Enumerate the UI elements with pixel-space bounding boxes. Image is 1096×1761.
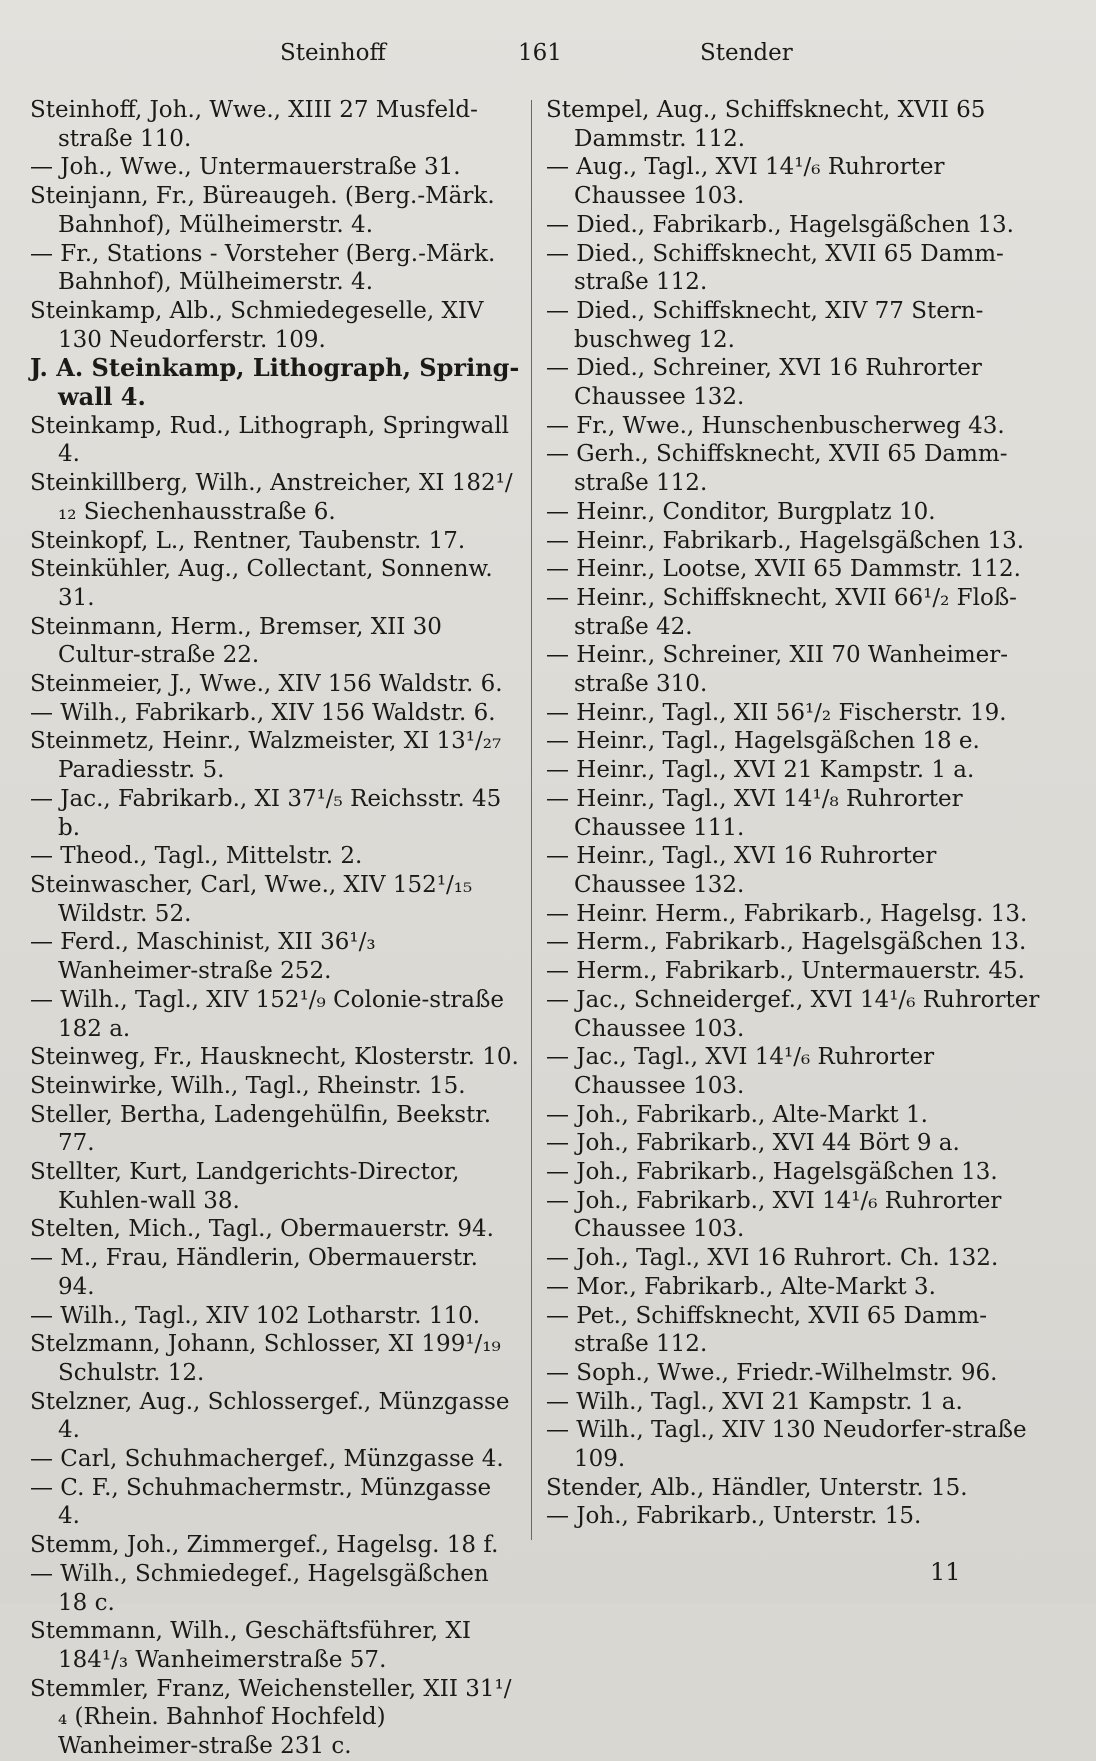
- list-item: Steinkamp, Rud., Lithograph, Springwall 4.: [30, 412, 509, 468]
- list-item: — Gerh., Schiffsknecht, XVII 65 Damm-straße 112.: [546, 441, 1008, 497]
- page-number: 161: [518, 40, 562, 66]
- list-item: Steinmann, Herm., Bremser, XII 30 Cultur-straße 22.: [30, 613, 442, 669]
- list-item: Steller, Bertha, Ladengehülfin, Beekstr. 77.: [30, 1101, 492, 1157]
- list-item: Steinkopf, L., Rentner, Taubenstr. 17.: [30, 527, 466, 554]
- list-item: Steinwascher, Carl, Wwe., XIV 152¹/₁₅ Wildstr. 52.: [30, 871, 473, 927]
- list-item: — Wilh., Tagl., XIV 130 Neudorfer-straße 109.: [546, 1417, 1027, 1473]
- list-item: — Heinr., Fabrikarb., Hagelsgäßchen 13.: [546, 527, 1025, 554]
- list-item: — Fr., Wwe., Hunschenbuscherweg 43.: [546, 412, 1005, 439]
- header-first-name: Steinhoff: [280, 40, 386, 66]
- list-item: — Heinr., Schiffsknecht, XVII 66¹/₂ Floß-straße 42.: [546, 584, 1017, 640]
- list-item: — Jac., Fabrikarb., XI 37¹/₅ Reichsstr. 45 b.: [30, 785, 502, 841]
- list-item: — Carl, Schuhmachergef., Münzgasse 4.: [30, 1446, 504, 1473]
- list-item: Stender, Alb., Händler, Unterstr. 15.: [546, 1474, 968, 1501]
- list-item: — Heinr., Tagl., Hagelsgäßchen 18 e.: [546, 728, 980, 755]
- list-item: — Wilh., Fabrikarb., XIV 156 Waldstr. 6.: [30, 699, 496, 726]
- list-item: — Soph., Wwe., Friedr.-Wilhelmstr. 96.: [546, 1359, 998, 1386]
- list-item: Steinkillberg, Wilh., Anstreicher, XI 182¹/₁₂ Siechenhausstraße 6.: [30, 470, 513, 525]
- list-item: — Heinr., Tagl., XVI 16 Ruhrorter Chaussee 132.: [546, 843, 937, 898]
- list-item: — Joh., Fabrikarb., Unterstr. 15.: [546, 1503, 922, 1530]
- list-item: Stelzmann, Johann, Schlosser, XI 199¹/₁₉ Schulstr. 12.: [30, 1331, 501, 1386]
- list-item: — Aug., Tagl., XVI 14¹/₆ Ruhrorter Chaussee 103.: [546, 154, 945, 210]
- list-item: — Joh., Fabrikarb., Alte-Markt 1.: [546, 1101, 928, 1128]
- list-item: — Heinr., Tagl., XVI 21 Kampstr. 1 a.: [546, 757, 975, 784]
- left-column: [30, 96, 520, 1761]
- list-item: — Died., Schiffsknecht, XIV 77 Stern-buschweg 12.: [546, 297, 984, 353]
- list-item: — Herm., Fabrikarb., Hagelsgäßchen 13.: [546, 929, 1027, 956]
- list-item: Steinmeier, J., Wwe., XIV 156 Waldstr. 6.: [30, 671, 503, 698]
- list-item-advertisement: J. A. Steinkamp, Lithograph, Spring-wall 4.: [30, 353, 520, 412]
- list-item: — Theod., Tagl., Mittelstr. 2.: [30, 843, 363, 870]
- list-item: — Pet., Schiffsknecht, XVII 65 Damm-straße 112.: [546, 1302, 987, 1358]
- list-item: — Wilh., Tagl., XVI 21 Kampstr. 1 a.: [546, 1388, 963, 1415]
- list-item: — Wilh., Tagl., XIV 152¹/₉ Colonie-straße 182 a.: [30, 986, 504, 1042]
- list-item: — Died., Schiffsknecht, XVII 65 Damm-straße 112.: [546, 240, 1004, 296]
- list-item: — Joh., Fabrikarb., XVI 14¹/₆ Ruhrorter Chaussee 103.: [546, 1187, 1002, 1243]
- list-item: — Joh., Tagl., XVI 16 Ruhrort. Ch. 132.: [546, 1245, 999, 1272]
- running-header: [0, 40, 1096, 80]
- list-item: Stempel, Aug., Schiffsknecht, XVII 65 Dammstr. 112.: [546, 97, 986, 152]
- signature-mark: 11: [930, 1558, 961, 1586]
- list-item: — Wilh., Schmiedegef., Hagelsgäßchen 18 c.: [30, 1560, 489, 1616]
- list-item: — Heinr., Conditor, Burgplatz 10.: [546, 498, 936, 525]
- list-item: — Joh., Fabrikarb., XVI 44 Bört 9 a.: [546, 1130, 960, 1157]
- list-item: Stemm, Joh., Zimmergef., Hagelsg. 18 f.: [30, 1532, 499, 1559]
- right-column: [546, 96, 1046, 1531]
- list-item: Steinwirke, Wilh., Tagl., Rheinstr. 15.: [30, 1072, 466, 1099]
- list-item: Steinweg, Fr., Hausknecht, Klosterstr. 10.: [30, 1044, 519, 1071]
- list-item: — Heinr., Lootse, XVII 65 Dammstr. 112.: [546, 556, 1021, 583]
- list-item: Stelten, Mich., Tagl., Obermauerstr. 94.: [30, 1216, 494, 1243]
- list-item: — Heinr., Tagl., XII 56¹/₂ Fischerstr. 19.: [546, 699, 1007, 726]
- list-item: — M., Frau, Händlerin, Obermauerstr. 94.: [30, 1245, 478, 1300]
- list-item: — Fr., Stations - Vorsteher (Berg.-Märk. Bahnhof), Mülheimerstr. 4.: [30, 240, 496, 296]
- list-item: — Herm., Fabrikarb., Untermauerstr. 45.: [546, 958, 1025, 985]
- list-item: Steinmetz, Heinr., Walzmeister, XI 13¹/₂₇ Paradiesstr. 5.: [30, 728, 502, 784]
- list-item: Steinjann, Fr., Büreaugeh. (Berg.-Märk. Bahnhof), Mülheimerstr. 4.: [30, 183, 495, 238]
- list-item: Stelzner, Aug., Schlossergef., Münzgasse 4.: [30, 1388, 510, 1444]
- header-last-name: Stender: [700, 40, 793, 66]
- list-item: Stemmler, Franz, Weichensteller, XII 31¹/₄ (Rhein. Bahnhof Hochfeld) Wanheimer-straße 231 c.: [30, 1675, 512, 1760]
- list-item: Stemmann, Wilh., Geschäftsführer, XI 184¹/₃ Wanheimerstraße 57.: [30, 1618, 471, 1673]
- list-item: — Heinr., Schreiner, XII 70 Wanheimer-straße 310.: [546, 642, 1009, 698]
- list-item: — Jac., Schneidergef., XVI 14¹/₆ Ruhrorter Chaussee 103.: [546, 986, 1040, 1042]
- list-item: — Jac., Tagl., XVI 14¹/₆ Ruhrorter Chaussee 103.: [546, 1044, 935, 1099]
- list-item: Steinkamp, Alb., Schmiedegeselle, XIV 130 Neudorferstr. 109.: [30, 297, 484, 353]
- list-item: — Died., Fabrikarb., Hagelsgäßchen 13.: [546, 211, 1014, 238]
- list-item: — Wilh., Tagl., XIV 102 Lotharstr. 110.: [30, 1302, 481, 1329]
- list-item: — Heinr. Herm., Fabrikarb., Hagelsg. 13.: [546, 900, 1028, 927]
- list-item: Steinkühler, Aug., Collectant, Sonnenw. 31.: [30, 556, 493, 611]
- list-item: — Ferd., Maschinist, XII 36¹/₃ Wanheimer-straße 252.: [30, 929, 376, 985]
- column-divider: [531, 100, 532, 1540]
- list-item: — C. F., Schuhmachermstr., Münzgasse 4.: [30, 1474, 492, 1530]
- list-item: Steinhoff, Joh., Wwe., XIII 27 Musfeld-straße 110.: [30, 97, 478, 152]
- list-item: — Mor., Fabrikarb., Alte-Markt 3.: [546, 1273, 936, 1300]
- list-item: — Heinr., Tagl., XVI 14¹/₈ Ruhrorter Chaussee 111.: [546, 785, 963, 841]
- list-item: — Joh., Wwe., Untermauerstraße 31.: [30, 154, 461, 181]
- list-item: Stellter, Kurt, Landgerichts-Director, Kuhlen-wall 38.: [30, 1159, 460, 1214]
- list-item: — Died., Schreiner, XVI 16 Ruhrorter Chaussee 132.: [546, 355, 982, 411]
- list-item: — Joh., Fabrikarb., Hagelsgäßchen 13.: [546, 1159, 998, 1186]
